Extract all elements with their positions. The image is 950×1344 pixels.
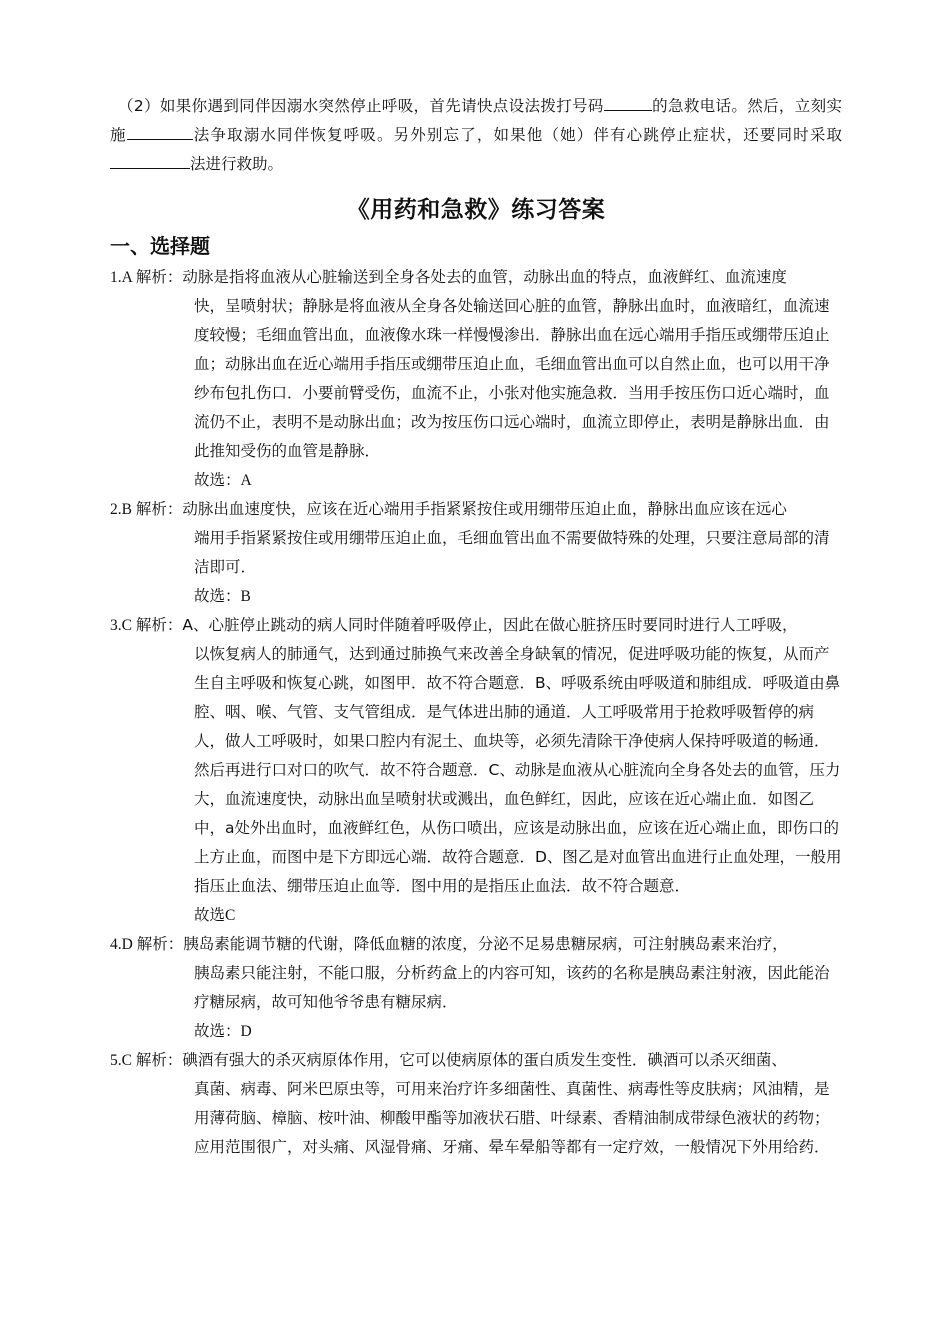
answer-choice: 故选：D bbox=[194, 1023, 252, 1040]
answer-text: 动脉出血速度快，应该在近心端用手指紧紧按住或用绷带压迫止血，静脉出血应该在远心 bbox=[182, 500, 787, 518]
answer-number: 2.B 解析： bbox=[110, 501, 183, 518]
answer-item-3 bbox=[110, 611, 842, 930]
intro-text-2: 的急救电话。然后，立刻实施 bbox=[110, 97, 842, 144]
answer-continuation: 端用手指紧紧按住或用绷带压迫止血，毛细血管出血不需要做特殊的处理，只要注意局部的清洁即可． bbox=[194, 529, 830, 576]
answer-number: 5.C 解析： bbox=[110, 1052, 183, 1069]
answer-number: 1.A 解析： bbox=[110, 269, 183, 286]
answer-continuation: 胰岛素只能注射，不能口服，分析药盒上的内容可知，该药的名称是胰岛素注射液，因此能治疗糖尿病，故可知他爷爷患有糖尿病． bbox=[194, 964, 830, 1011]
answer-continuation: 以恢复病人的肺通气，达到通过肺换气来改善全身缺氧的情况，促进呼吸功能的恢复，从而产生自主呼吸和恢复心跳，如图甲．故不符合题意．B、呼吸系统由呼吸道和肺组成．呼吸道由鼻腔、咽、喉、气管、支气管组成．是气体进出肺的通道．人工呼吸常用于抢救呼吸暂停的病人，做人工呼吸时，如果口腔内有泥土、血块等，必须先清除干净使病人保持呼吸道的畅通．然后再进行口对口的吹气．故不符合题意．C、动脉是血液从心脏流向全身各处去的血管，压力大，血流速度快，动脉出血呈喷射状或溅出，血色鲜红，因此，应该在近心端止血．如图乙中，a处外出血时，血液鲜红色，从伤口喷出，应该是动脉出血，应该在近心端止血，即伤口的上方止血，而图中是下方即远心端．故符合题意．D、图乙是对血管出血进行止血处理，一般用指压止血法、绷带压迫止血等．图中用的是指压止血法．故不符合题意． bbox=[194, 645, 842, 895]
phone-number-blank bbox=[604, 94, 652, 111]
page-title: 《用药和急救》练习答案 bbox=[346, 197, 606, 223]
intro-text-1: （2）如果你遇到同伴因溺水突然停止呼吸，首先请快点设法拨打号码 bbox=[118, 97, 604, 115]
answer-first-line bbox=[110, 611, 842, 640]
answer-choice: 故选C bbox=[194, 907, 236, 924]
answer-text: 动脉是指将血液从心脏输送到全身各处去的血管，动脉出血的特点，血液鲜红、血流速度 bbox=[182, 268, 787, 286]
answer-number: 3.C 解析： bbox=[110, 617, 183, 634]
answer-text: A、心脏停止跳动的病人同时伴随着呼吸停止，因此在做心脏挤压时要同时进行人工呼吸， bbox=[182, 616, 798, 634]
answer-choice: 故选：A bbox=[194, 472, 252, 489]
answer-first-line bbox=[110, 1046, 842, 1075]
answer-first-line bbox=[110, 495, 842, 524]
answer-first-line bbox=[110, 930, 842, 959]
document-page bbox=[110, 92, 842, 1162]
intro-text-3: 法争取溺水同伴恢复呼吸。另外别忘了，如果他（她）伴有心跳停止症状，还要同时采取 bbox=[192, 126, 842, 144]
answer-first-line bbox=[110, 263, 842, 292]
answer-item-5 bbox=[110, 1046, 842, 1162]
intro-text-4: 法进行救助。 bbox=[190, 155, 284, 173]
question-list bbox=[110, 263, 842, 1162]
intro-paragraph bbox=[110, 92, 842, 179]
answer-number: 4.D 解析： bbox=[110, 936, 184, 953]
answer-continuation: 快，呈喷射状；静脉是将血液从全身各处输送回心脏的血管，静脉出血时，血液暗红，血流速度较慢；毛细血管出血，血液像水珠一样慢慢渗出．静脉出血在远心端用手指压或绷带压迫止血；动脉出血在近心端用手指压或绷带压迫止血，毛细血管出血可以自然止血，也可以用干净纱布包扎伤口．小要前臂受伤，血流不止，小张对他实施急救．当用手按压伤口近心端时，血流仍不止，表明不是动脉出血；改为按压伤口远心端时，血流立即停止，表明是静脉出血．由此推知受伤的血管是静脉． bbox=[194, 297, 830, 460]
answer-continuation: 真菌、病毒、阿米巴原虫等，可用来治疗许多细菌性、真菌性、病毒性等皮肤病；风油精，是用薄荷脑、樟脑、桉叶油、柳酸甲酯等加液状石腊、叶绿素、香精油制成带绿色液状的药物；应用范围很广，对头痛、风湿骨痛、牙痛、晕车晕船等都有一定疗效，一般情况下外用给药． bbox=[194, 1080, 830, 1156]
answer-text: 胰岛素能调节糖的代谢，降低血糖的浓度，分泌不足易患糖尿病，可注射胰岛素来治疗， bbox=[183, 935, 788, 953]
section-heading: 一、选择题 bbox=[110, 234, 210, 258]
answer-item-2 bbox=[110, 495, 842, 611]
answer-item-1 bbox=[110, 263, 842, 495]
method-blank-2 bbox=[110, 152, 190, 169]
method-blank-1 bbox=[127, 123, 193, 140]
answer-choice: 故选：B bbox=[194, 588, 251, 605]
answer-item-4 bbox=[110, 930, 842, 1046]
answer-text: 碘酒有强大的杀灭病原体作用，它可以使病原体的蛋白质发生变性．碘酒可以杀灭细菌、 bbox=[182, 1051, 787, 1069]
